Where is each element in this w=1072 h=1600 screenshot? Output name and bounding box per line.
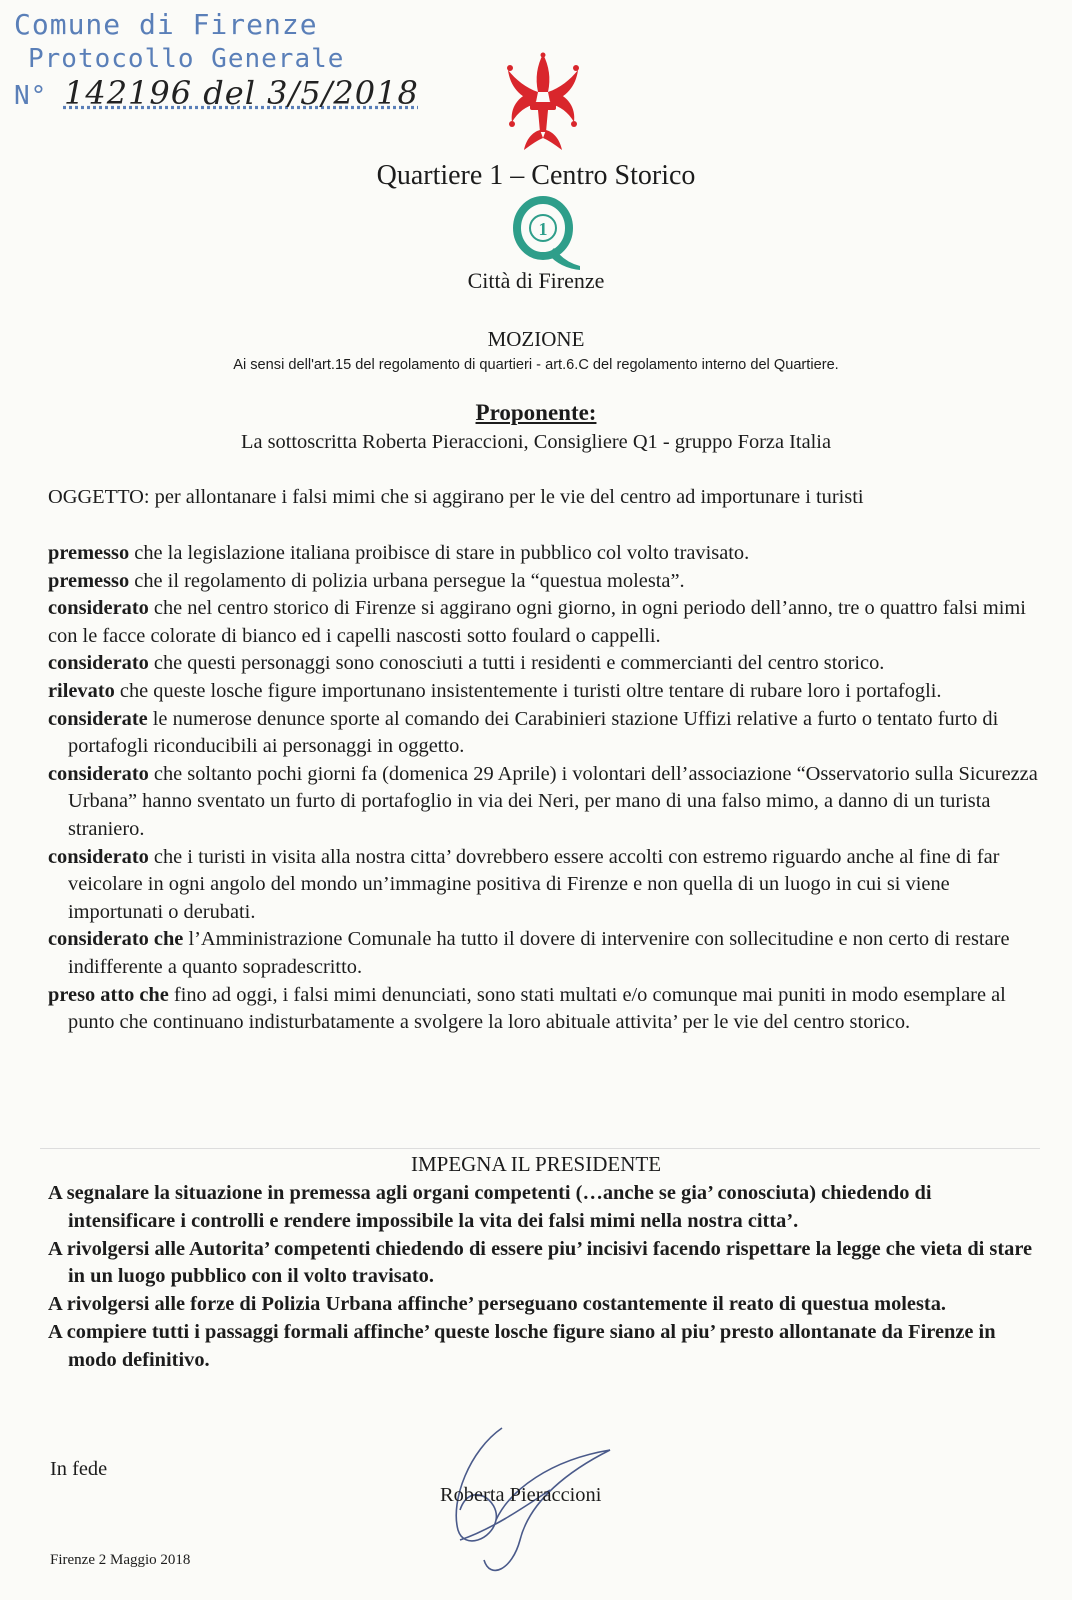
proponent-text: La sottoscritta Roberta Pieraccioni, Consigliere Q1 - gruppo Forza Italia (240, 431, 832, 453)
stamp-number-line (14, 76, 419, 113)
stamp-office: Comune di Firenze (14, 8, 318, 41)
stamp-registry: Protocollo Generale (28, 44, 345, 74)
stamp-number-prefix: N° (14, 81, 48, 111)
premise-item: rilevato che queste losche figure importunano insistentemente i turisti oltre tentare di rubare loro i portafogli. (48, 679, 942, 702)
premise-item: premesso che il regolamento di polizia urbana persegue la “questua molesta”. (48, 569, 685, 592)
motion-subtitle: Ai sensi dell'art.15 del regolamento di quartieri - art.6.C del regolamento interno del Quartiere. (233, 357, 839, 373)
premise-item: considerato che soltanto pochi giorni fa (domenica 29 Aprile) i volontari dell’associazione “Osservatorio sulla Sicurezza Urbana” hanno sventato un furto di portafoglio in via dei Neri, per mano di una falso mimo, a danno di un turista straniero. (48, 762, 1038, 840)
premise-item: considerate le numerose denunce sporte al comando dei Carabinieri stazione Uffizi relative a furto o tentato furto di portafogli riconducibili ai personaggi in oggetto. (48, 707, 999, 758)
salutation: In fede (50, 1458, 108, 1480)
motion-title: MOZIONE (487, 327, 585, 351)
stamp-handwritten-number: 142196 del 3/5/2018 (63, 74, 419, 112)
commitment-item: A rivolgersi alle forze di Polizia Urbana affinche’ perseguano costantemente il reato di questua molesta. (48, 1293, 947, 1316)
signatory-name: Roberta Pieraccioni (440, 1484, 602, 1506)
premise-item: preso atto che fino ad oggi, i falsi mimi denunciati, sono stati multati e/o comunque mai puniti in modo esemplare al punto che continuano indisturbatamente a svolgere la loro abituale attivita’ per le vie del centro storico. (48, 983, 1006, 1034)
commitment-item: A segnalare la situazione in premessa agli organi competenti (…anche se gia’ conosciuta) chiedendo di intensificare i controlli e rendere impossibile la vita dei falsi mimi nella nostra citta’. (48, 1182, 932, 1232)
section-divider (40, 1148, 1040, 1149)
place-date: Firenze 2 Maggio 2018 (50, 1552, 191, 1568)
commitment-list (48, 1180, 1038, 1375)
florence-lily-icon (502, 52, 584, 152)
commitment-item: A compiere tutti i passaggi formali affinche’ queste losche figure siano al piu’ presto allontanate da Firenze in modo definitivo. (48, 1320, 996, 1371)
svg-text:1: 1 (538, 219, 548, 239)
premises-list (48, 540, 1038, 1037)
proponent-heading: Proponente: (475, 400, 597, 425)
commitment-heading: IMPEGNA IL PRESIDENTE (410, 1152, 662, 1176)
quartiere-logo (510, 196, 582, 270)
district-title: Quartiere 1 – Centro Storico (376, 160, 696, 191)
premise-item: considerato che l’Amministrazione Comunale ha tutto il dovere di intervenire con sollecitudine e non certo di restare indifferente a quanto sopradescritto. (48, 928, 1010, 978)
city-name: Città di Firenze (467, 268, 605, 293)
premise-item: considerato che questi personaggi sono conosciuti a tutti i residenti e commercianti del centro storico. (48, 652, 885, 675)
premise-item: considerato che nel centro storico di Firenze si aggirano ogni giorno, in ogni periodo dell’anno, tre o quattro falsi mimi con le facce colorate di bianco ed i capelli nascosti sotto foulard o cappelli. (48, 597, 1026, 647)
premise-item: considerato che i turisti in visita alla nostra citta’ dovrebbero essere accolti con estremo riguardo anche al fine di far veicolare in ogni angolo del mondo un’immagine positiva di Firenze e non quella di un luogo in cui si viene importunati o derubati. (48, 845, 1000, 923)
commitment-item: A rivolgersi alle Autorita’ competenti chiedendo di essere piu’ incisivi facendo rispettare la legge che vieta di stare in un luogo pubblico con il volto travisato. (48, 1237, 1033, 1288)
protocol-stamp (14, 8, 419, 113)
premise-item: premesso che la legislazione italiana proibisce di stare in pubblico col volto travisato. (48, 542, 750, 564)
subject-line: OGGETTO: per allontanare i falsi mimi che si aggirano per le vie del centro ad importunare i turisti (48, 486, 864, 508)
